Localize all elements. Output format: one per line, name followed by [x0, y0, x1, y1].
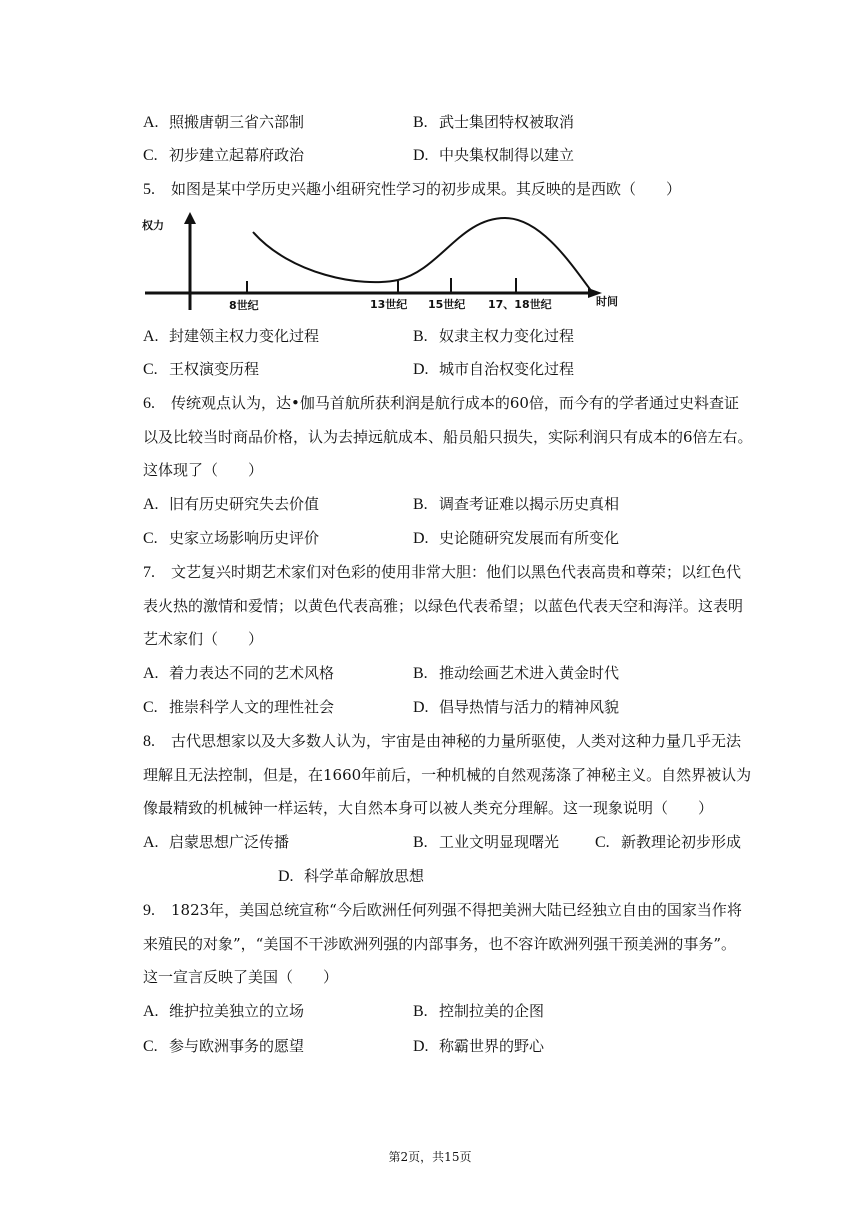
q6-option-b[interactable]	[413, 494, 619, 515]
tick-label-17-18th: 17、18世纪	[488, 298, 552, 311]
page-footer: 第2页，共15页	[388, 1150, 472, 1164]
q5-option-b[interactable]	[413, 326, 574, 347]
option-label: D.	[278, 868, 294, 885]
question-7-stem	[143, 562, 741, 583]
option-text: 武士集团特权被取消	[439, 113, 575, 131]
x-axis-label: 时间	[596, 295, 618, 308]
question-number: 7.	[143, 564, 155, 581]
option-label: D.	[413, 699, 429, 716]
option-text: 封建领主权力变化过程	[169, 327, 320, 345]
q4-option-a[interactable]	[143, 112, 304, 133]
y-axis-label: 权力	[142, 219, 164, 232]
q4-option-c[interactable]	[143, 145, 304, 166]
question-text: 如图是某中学历史兴趣小组研究性学习的初步成果。其反映的是西欧（ ）	[171, 180, 682, 198]
q6-option-d[interactable]	[413, 528, 619, 549]
option-text: 史家立场影响历史评价	[169, 529, 320, 547]
q8-option-b[interactable]	[413, 832, 559, 853]
tick-label-13th: 13世纪	[370, 298, 408, 311]
q9-option-c[interactable]	[143, 1036, 304, 1057]
option-text: 旧有历史研究失去价值	[169, 495, 320, 513]
question-8-line-3: 像最精致的机械钟一样运转，大自然本身可以被人类充分理解。这一现象说明（ ）	[143, 799, 714, 817]
question-9-line-3: 这一宣言反映了美国（ ）	[143, 968, 339, 986]
y-axis-arrow	[184, 212, 196, 224]
option-label: D.	[413, 361, 429, 378]
q4-option-d[interactable]	[413, 145, 574, 166]
option-label: D.	[413, 147, 429, 164]
q7-option-c[interactable]	[143, 697, 334, 718]
option-label: D.	[413, 530, 429, 547]
question-6-stem	[143, 393, 739, 414]
option-label: A.	[143, 834, 159, 851]
option-label: C.	[143, 147, 158, 164]
option-label: C.	[143, 1038, 158, 1055]
option-label: A.	[143, 496, 159, 513]
question-9-stem	[143, 900, 742, 921]
question-5-stem	[143, 179, 681, 200]
question-number: 8.	[143, 733, 155, 750]
option-text: 维护拉美独立的立场	[169, 1002, 305, 1020]
q9-option-b[interactable]	[413, 1001, 544, 1022]
q9-option-d[interactable]	[413, 1036, 544, 1057]
option-text: 参与欧洲事务的愿望	[169, 1037, 305, 1055]
q7-option-b[interactable]	[413, 663, 619, 684]
option-text: 调查考证难以揭示历史真相	[439, 495, 620, 513]
option-label: B.	[413, 496, 428, 513]
question-7-line-3: 艺术家们（ ）	[143, 630, 264, 648]
question-6-line-2: 以及比较当时商品价格，认为去掉远航成本、船员船只损失，实际利润只有成本的6倍左右。	[143, 428, 753, 446]
option-text: 推崇科学人文的理性社会	[169, 698, 335, 716]
option-label: C.	[143, 530, 158, 547]
option-text: 王权演变历程	[169, 360, 260, 378]
q7-option-a[interactable]	[143, 663, 334, 684]
option-text: 初步建立起幕府政治	[169, 146, 305, 164]
question-8-stem	[143, 731, 741, 752]
option-text: 称霸世界的野心	[439, 1037, 545, 1055]
question-text: 1823年，美国总统宣称“今后欧洲任何列强不得把美洲大陆已经独立自由的国家当作将	[171, 901, 742, 919]
option-label: A.	[143, 328, 159, 345]
option-text: 城市自治权变化过程	[439, 360, 575, 378]
option-label: A.	[143, 1003, 159, 1020]
question-text: 文艺复兴时期艺术家们对色彩的使用非常大胆：他们以黑色代表高贵和尊荣；以红色代	[171, 563, 742, 581]
q6-option-a[interactable]	[143, 494, 319, 515]
option-label: B.	[413, 665, 428, 682]
question-text: 传统观点认为，达•伽马首航所获利润是航行成本的60倍，而今有的学者通过史料查证	[171, 394, 739, 412]
q8-option-c[interactable]	[595, 832, 741, 853]
question-text: 古代思想家以及大多数人认为，宇宙是由神秘的力量所驱使，人类对这种力量几乎无法	[171, 732, 742, 750]
option-text: 推动绘画艺术进入黄金时代	[439, 664, 620, 682]
q7-option-d[interactable]	[413, 697, 619, 718]
option-label: B.	[413, 328, 428, 345]
option-text: 新教理论初步形成	[621, 833, 742, 851]
option-label: C.	[143, 699, 158, 716]
option-label: B.	[413, 834, 428, 851]
q6-option-c[interactable]	[143, 528, 319, 549]
question-8-line-2: 理解且无法控制，但是，在1660年前后，一种机械的自然观荡涤了神秘主义。自然界被认为	[143, 766, 752, 784]
q5-option-d[interactable]	[413, 359, 574, 380]
option-text: 启蒙思想广泛传播	[169, 833, 290, 851]
option-label: A.	[143, 665, 159, 682]
option-text: 倡导热情与活力的精神风貌	[439, 698, 620, 716]
option-text: 照搬唐朝三省六部制	[169, 113, 305, 131]
question-9-line-2: 来殖民的对象”，“美国不干涉欧洲列强的内部事务，也不容许欧洲列强干预美洲的事务”。	[143, 935, 737, 953]
tick-label-15th: 15世纪	[428, 298, 466, 311]
option-text: 中央集权制得以建立	[439, 146, 575, 164]
question-number: 9.	[143, 902, 155, 919]
q5-option-c[interactable]	[143, 359, 259, 380]
option-label: D.	[413, 1038, 429, 1055]
question-number: 6.	[143, 395, 155, 412]
option-label: B.	[413, 1003, 428, 1020]
option-label: C.	[143, 361, 158, 378]
option-text: 奴隶主权力变化过程	[439, 327, 575, 345]
power-curve-figure	[140, 212, 630, 312]
option-text: 着力表达不同的艺术风格	[169, 664, 335, 682]
option-label: A.	[143, 114, 159, 131]
question-6-line-3: 这体现了（ ）	[143, 461, 264, 479]
option-text: 控制拉美的企图	[439, 1002, 545, 1020]
question-7-line-2: 表火热的激情和爱情；以黄色代表高雅；以绿色代表希望；以蓝色代表天空和海洋。这表明	[143, 597, 744, 615]
option-label: B.	[413, 114, 428, 131]
q9-option-a[interactable]	[143, 1001, 304, 1022]
option-text: 科学革命解放思想	[304, 867, 425, 885]
q8-option-a[interactable]	[143, 832, 289, 853]
option-text: 工业文明显现曙光	[439, 833, 560, 851]
question-number: 5.	[143, 181, 155, 198]
option-label: C.	[595, 834, 610, 851]
q8-option-d[interactable]	[278, 866, 424, 887]
tick-label-8th: 8世纪	[229, 299, 259, 312]
q5-option-a[interactable]	[143, 326, 319, 347]
power-curve	[253, 218, 592, 292]
option-text: 史论随研究发展而有所变化	[439, 529, 620, 547]
q4-option-b[interactable]	[413, 112, 574, 133]
